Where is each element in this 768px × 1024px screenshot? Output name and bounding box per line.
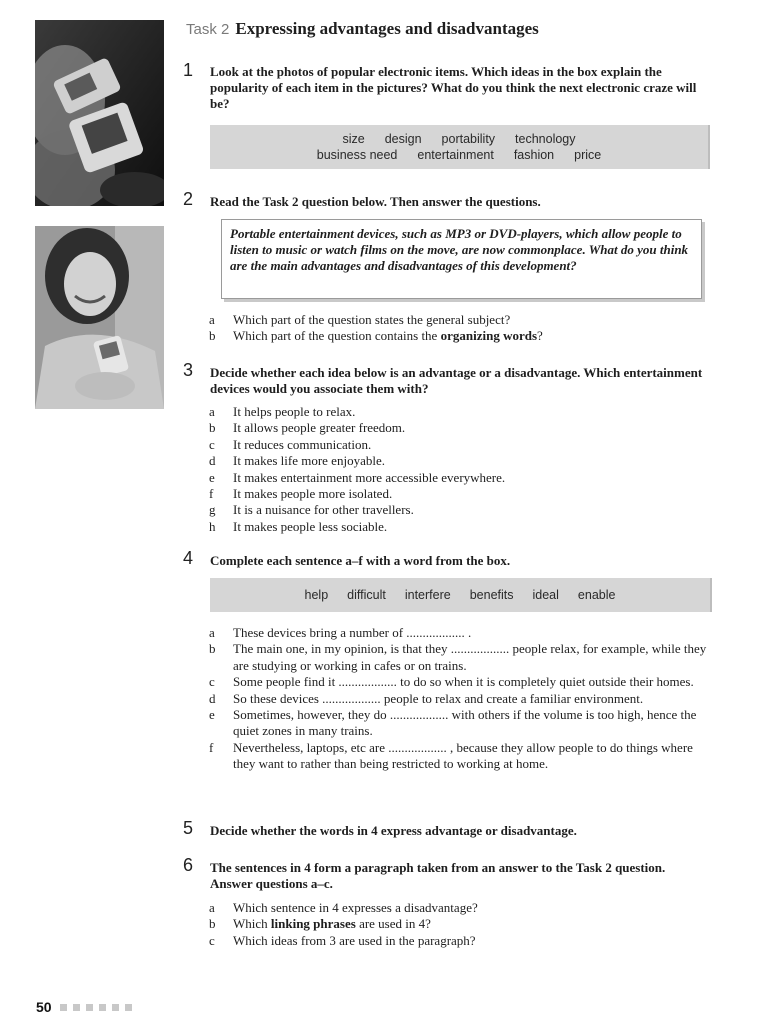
idea-word: business need <box>316 148 398 162</box>
box-word: help <box>304 588 329 602</box>
list-item: d So these devices .................. people to relax and create a familiar environment. <box>209 690 644 706</box>
question-1-instruction: Look at the photos of popular electronic items. Which ideas in the box explain the popularity of each item in the pictures? What do you think the next electronic craze will be? <box>210 64 697 111</box>
task-title: Expressing advantages and disadvantages <box>235 19 539 38</box>
question-5-instruction: Decide whether the words in 4 express advantage or disadvantage. <box>210 823 577 838</box>
task-label: Task 2 <box>186 21 230 38</box>
idea-word: design <box>384 132 422 146</box>
list-item: g It is a nuisance for other travellers. <box>209 502 414 518</box>
question-number-5: 5 <box>183 818 194 838</box>
list-item: b It allows people greater freedom. <box>209 420 406 436</box>
question-number-3: 3 <box>183 360 194 380</box>
question-6-instruction: The sentences in 4 form a paragraph taken from an answer to the Task 2 question. Answer questions a–c. <box>210 860 666 891</box>
list-item: a These devices bring a number of .................. . <box>209 625 472 640</box>
list-item: e Sometimes, however, they do .................. with others if the volume is too high, hence the quiet zones in many trains. <box>209 707 697 739</box>
question-number-1: 1 <box>183 60 194 80</box>
list-item: e It makes entertainment more accessible everywhere. <box>209 469 506 485</box>
idea-word: fashion <box>513 148 555 162</box>
idea-word: portability <box>441 132 496 146</box>
question-number-2: 2 <box>183 189 194 209</box>
question-3-instruction: Decide whether each idea below is an advantage or a disadvantage. Which entertainment devices would you associate them with? <box>210 365 703 396</box>
question-2-list <box>209 312 714 345</box>
footer-decoration <box>60 1004 132 1011</box>
question-3-list <box>209 404 714 535</box>
question-6-list <box>209 900 714 949</box>
list-item: c It reduces communication. <box>209 436 372 452</box>
list-item: h It makes people less sociable. <box>209 518 388 534</box>
list-item: b The main one, in my opinion, is that they .................. people relax, for example, while they are studying or working in cafes or on trains. <box>209 641 707 673</box>
task-2-question-box: Portable entertainment devices, such as MP3 or DVD-players, which allow people to listen to music or watch films on the move, are now commonplace. What do you think are the main advantages and disadvantages of this development? <box>221 219 702 299</box>
photo-handheld-devices <box>35 20 164 206</box>
keyword-organizing-words: organizing words <box>440 328 538 344</box>
list-item: b Which part of the question contains the organizing words? <box>209 328 543 344</box>
list-item: c Which ideas from 3 are used in the paragraph? <box>209 932 476 948</box>
question-number-6: 6 <box>183 855 194 875</box>
idea-box-row-1 <box>210 131 708 147</box>
idea-box-row-2 <box>210 147 708 163</box>
idea-word: technology <box>515 132 576 146</box>
idea-word: size <box>342 132 365 146</box>
list-item: b Which linking phrases are used in 4? <box>209 916 431 932</box>
question-4-instruction: Complete each sentence a–f with a word from the box. <box>210 553 511 568</box>
box-word: benefits <box>469 588 514 602</box>
photo-woman-with-phone <box>35 226 164 409</box>
box-word: difficult <box>347 588 386 602</box>
list-item: a It helps people to relax. <box>209 404 356 419</box>
word-box <box>210 578 712 612</box>
list-item: f Nevertheless, laptops, etc are .................. , because they allow people to do things where they want to rather than being restricted to working at home. <box>209 739 693 772</box>
idea-word: price <box>574 148 602 162</box>
box-word: interfere <box>404 588 451 602</box>
box-word: ideal <box>532 588 559 602</box>
keyword-linking-phrases: linking phrases <box>270 916 356 932</box>
question-4-list <box>209 625 714 773</box>
list-item: a Which part of the question states the general subject? <box>209 312 511 327</box>
idea-word: entertainment <box>417 148 494 162</box>
list-item: f It makes people more isolated. <box>209 486 393 502</box>
box-word: enable <box>577 588 616 602</box>
question-number-4: 4 <box>183 548 194 568</box>
list-item: a Which sentence in 4 expresses a disadvantage? <box>209 900 478 915</box>
list-item: d It makes life more enjoyable. <box>209 453 385 469</box>
page-number: 50 <box>36 999 52 1015</box>
idea-box <box>210 125 710 169</box>
list-item: c Some people find it .................. to do so when it is completely quiet outside their homes. <box>209 674 694 690</box>
question-2-instruction: Read the Task 2 question below. Then answer the questions. <box>210 194 541 209</box>
task-heading <box>186 19 539 39</box>
